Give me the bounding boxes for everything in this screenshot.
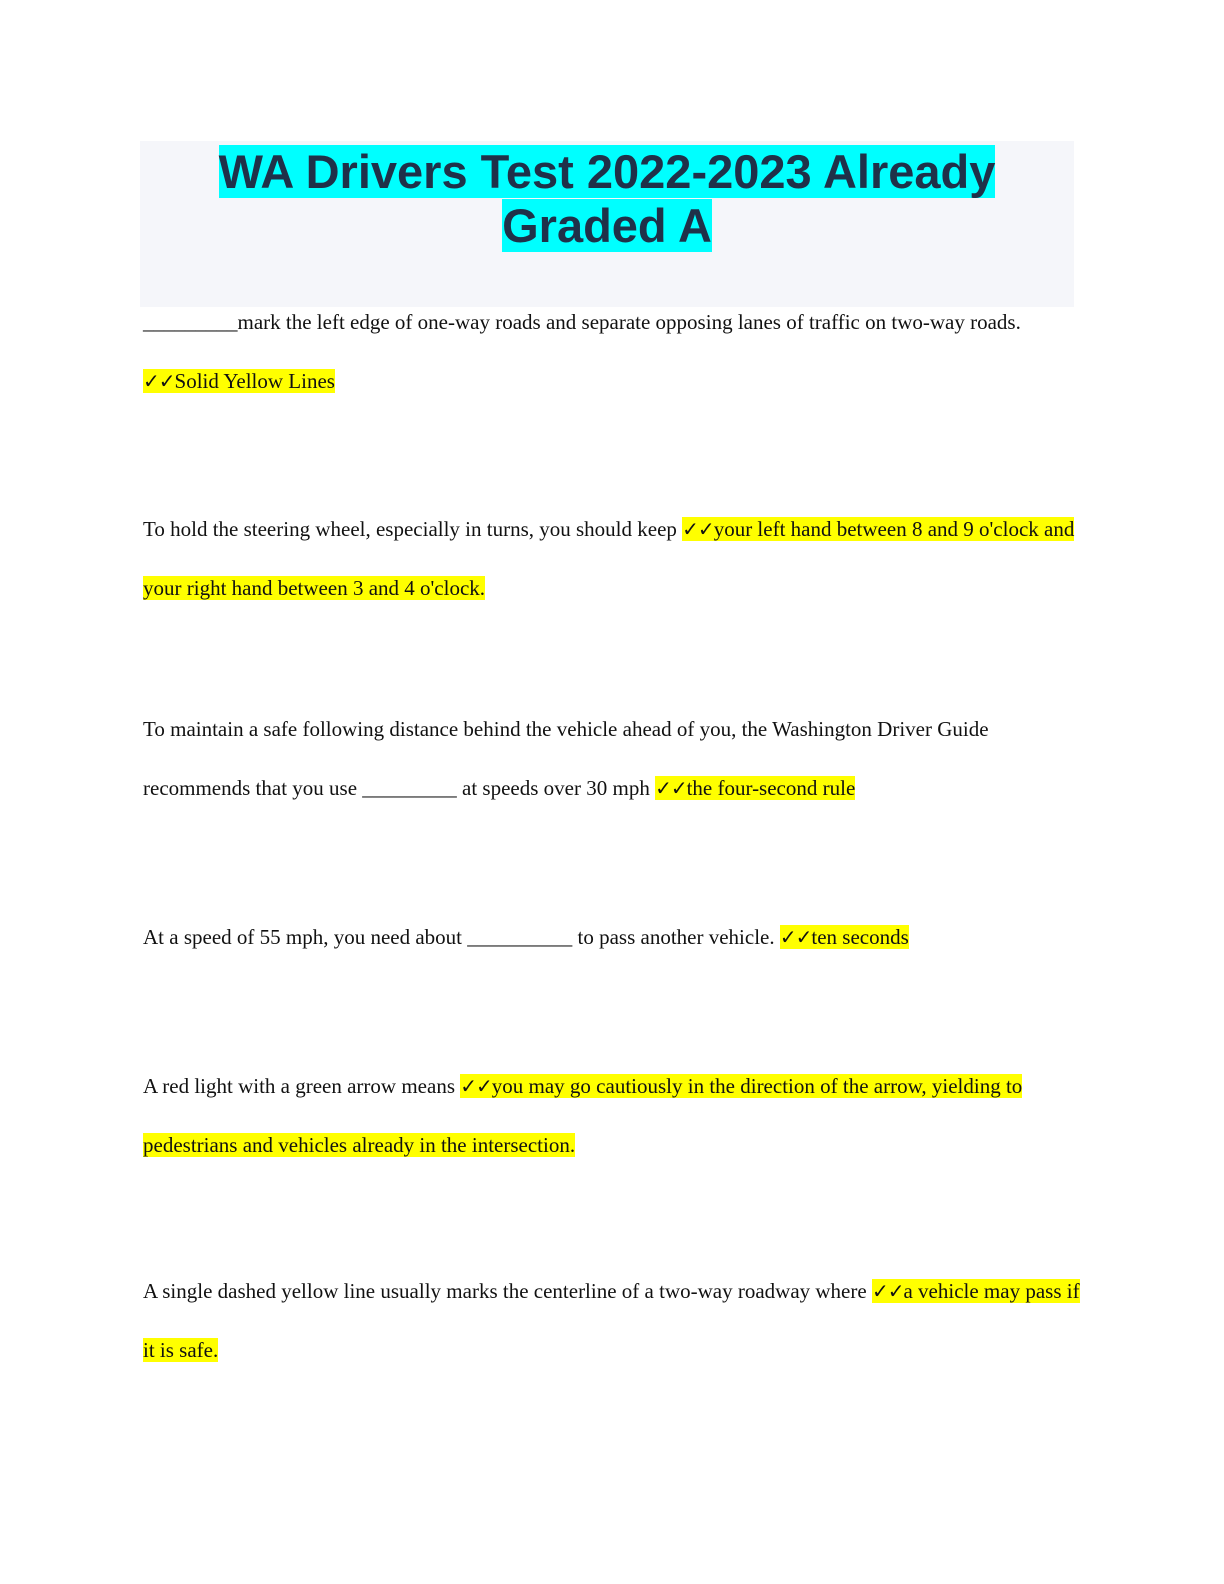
title-line-2: Graded A — [502, 199, 712, 252]
check-icon: ✓✓ — [779, 925, 812, 949]
answer-text: Solid Yellow Lines — [174, 368, 335, 393]
answer-text: a vehicle may pass if it is safe. — [143, 1279, 1080, 1362]
question-item — [143, 293, 1083, 410]
question-item — [143, 700, 1083, 817]
answer-text: ten seconds — [811, 925, 909, 949]
question-text: _________mark the left edge of one-way roads and separate opposing lanes of traffic on two-way roads. — [143, 310, 1021, 334]
answer-highlight — [780, 925, 909, 949]
answer-text: the four-second rule — [686, 775, 856, 800]
answer-text: you may go cautiously in the direction of the arrow, yielding to pedestrians and vehicles already in the intersection. — [143, 1074, 1023, 1157]
question-item — [143, 1262, 1083, 1379]
question-item — [143, 500, 1083, 617]
question-text: To hold the steering wheel, especially in turns, you should keep — [143, 517, 683, 541]
question-item — [143, 1057, 1083, 1174]
answer-text: your left hand between 8 and 9 o'clock and your right hand between 3 and 4 o'clock. — [143, 517, 1075, 600]
question-text: A single dashed yellow line usually marks the centerline of a two-way roadway where — [143, 1279, 872, 1303]
check-icon: ✓✓ — [143, 368, 175, 393]
question-text: To maintain a safe following distance behind the vehicle ahead of you, the Washington Driver Guide recommends that you use _________ at speeds over 30 mph — [143, 717, 989, 800]
answer-highlight — [143, 369, 335, 393]
question-text: A red light with a green arrow means — [143, 1074, 461, 1098]
check-icon: ✓✓ — [655, 775, 687, 800]
answer-highlight — [655, 776, 855, 800]
question-item — [143, 908, 1083, 967]
title-line-1: WA Drivers Test 2022-2023 Already — [218, 145, 996, 198]
check-icon: ✓✓ — [871, 1279, 904, 1303]
check-icon: ✓✓ — [460, 1074, 492, 1098]
document-title — [140, 145, 1074, 253]
check-icon: ✓✓ — [682, 517, 714, 541]
question-text: At a speed of 55 mph, you need about __________ to pass another vehicle. — [143, 925, 780, 949]
title-banner — [140, 141, 1074, 307]
